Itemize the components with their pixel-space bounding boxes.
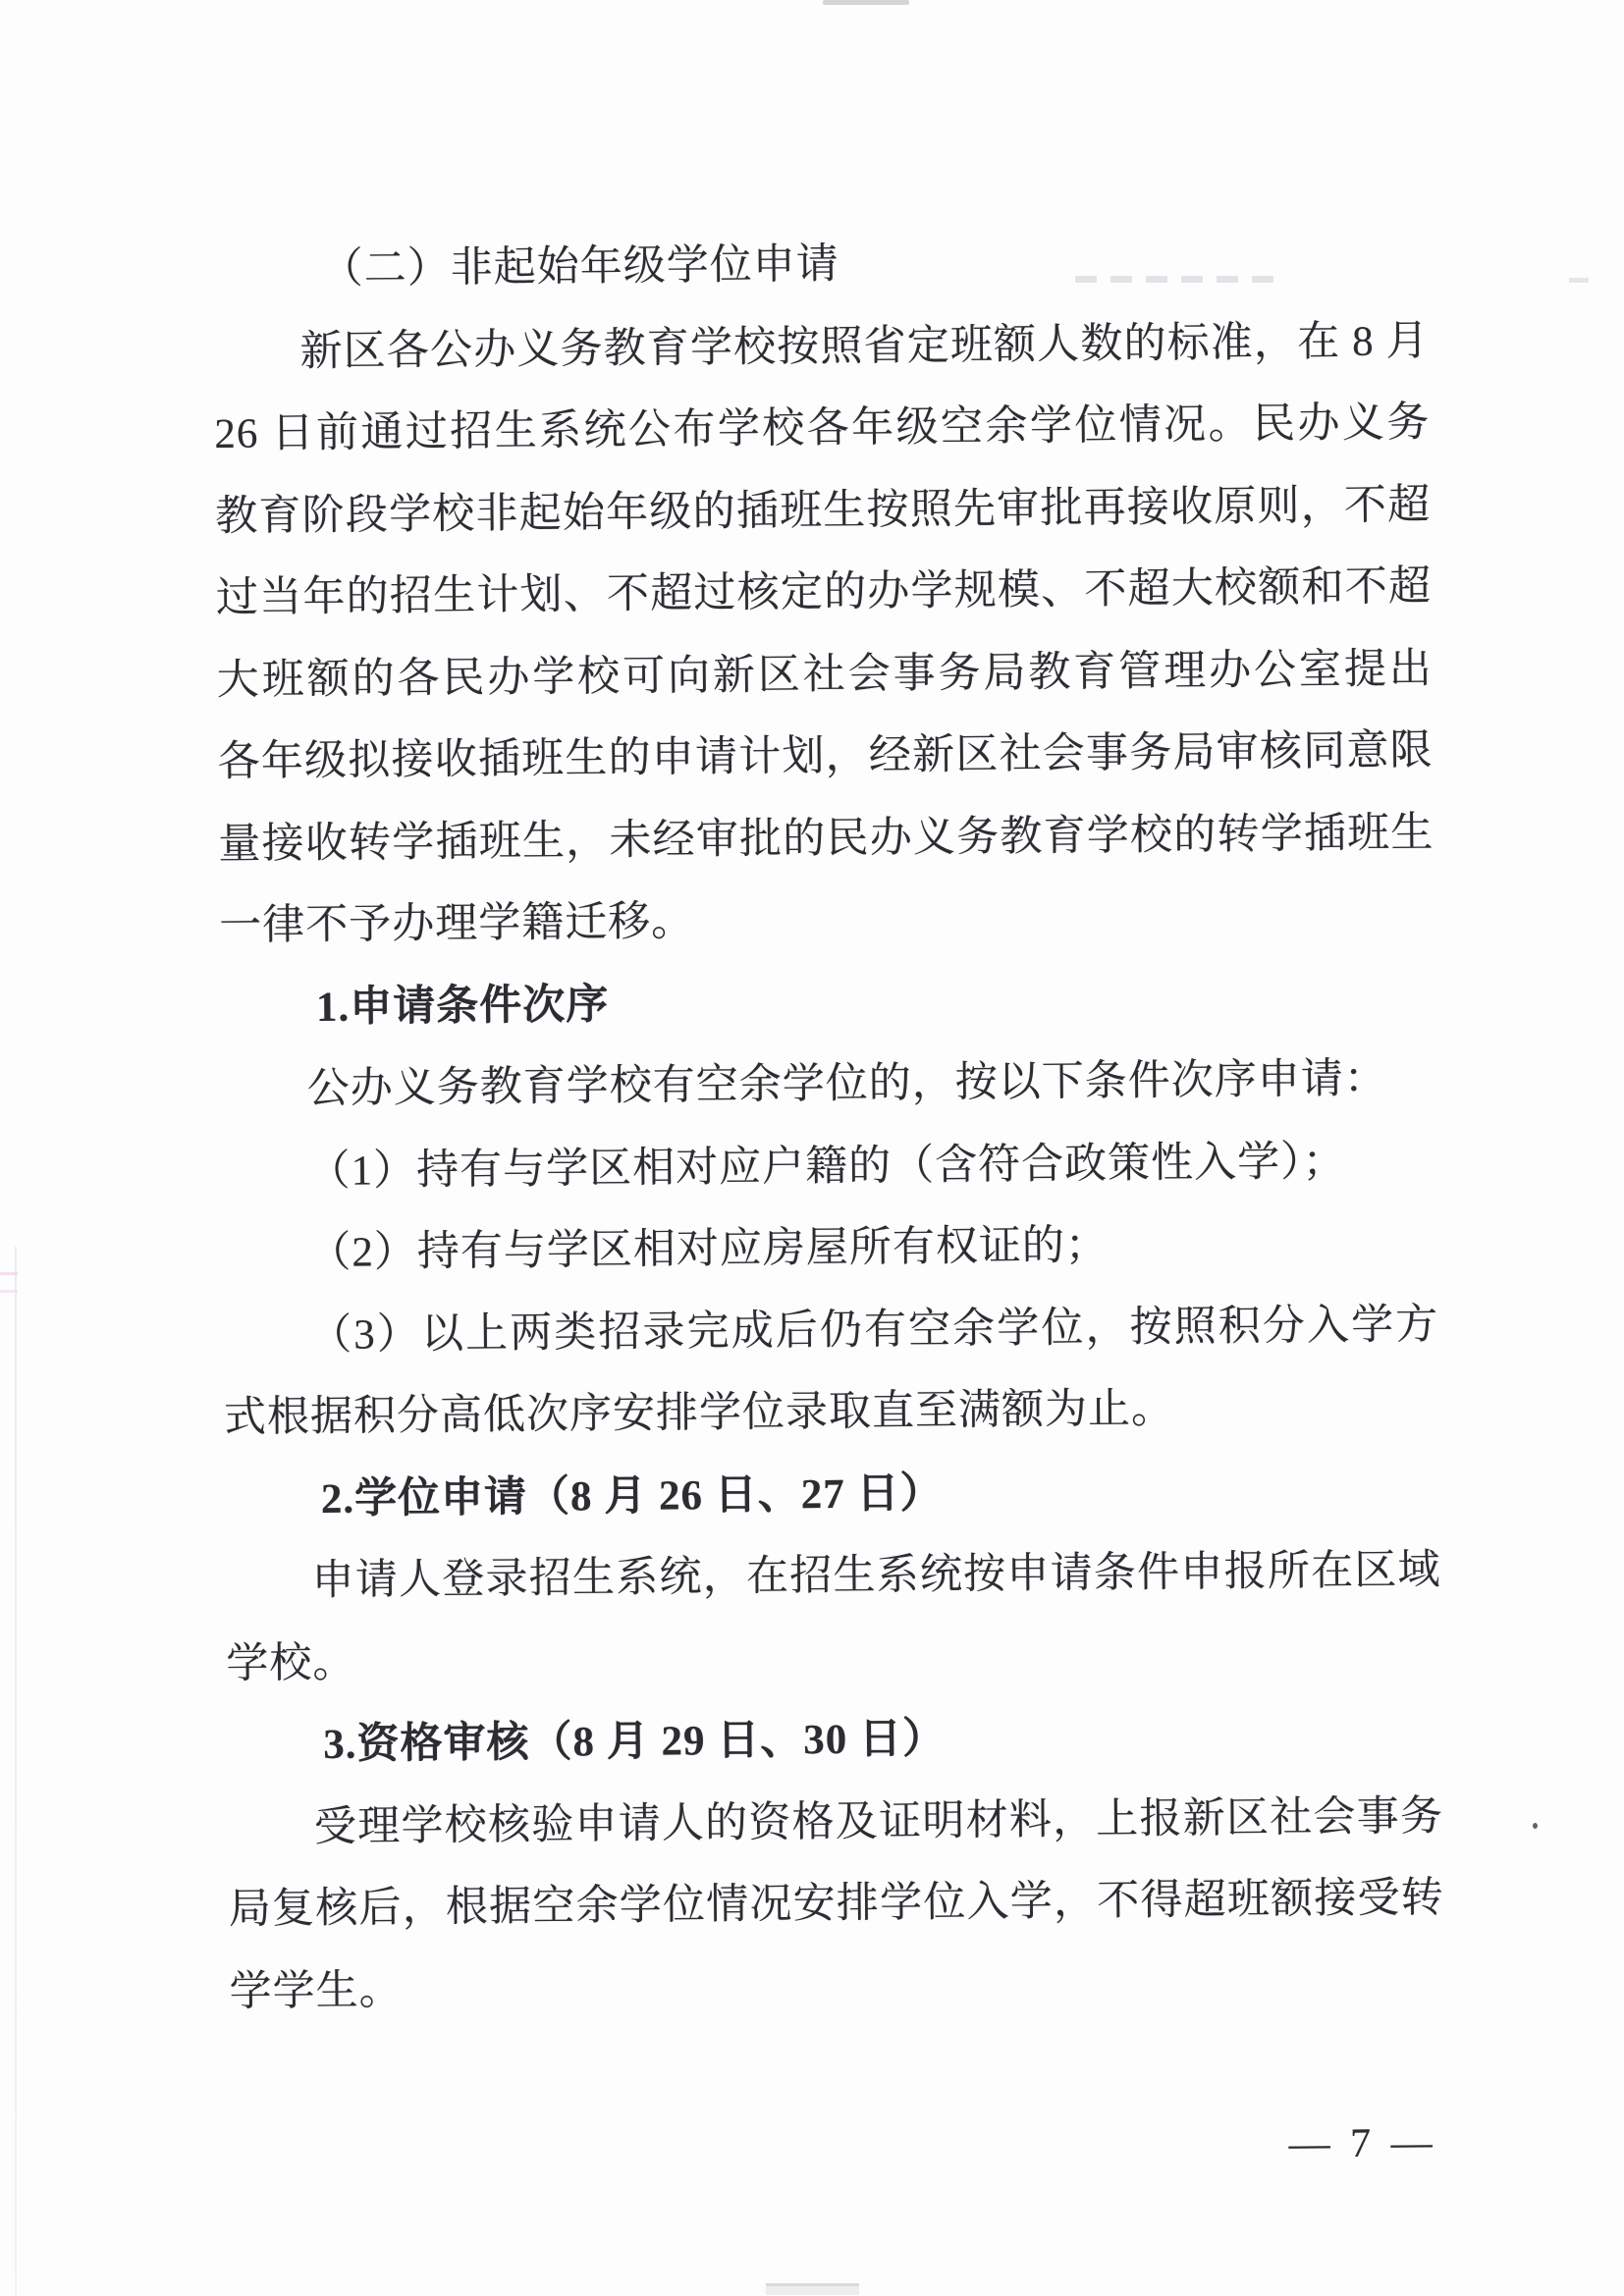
scan-artifact-bottom-smudge xyxy=(766,2283,859,2295)
scan-artifact-pink-mark-1 xyxy=(0,1272,18,1275)
subsection-heading: （二）非起始年级学位申请 xyxy=(320,240,839,293)
paragraph-line: 量接收转学插班生，未经审批的民办义务教育学校的转学插班生 xyxy=(218,809,1435,868)
paragraph-line: 学学生。 xyxy=(229,1966,403,2015)
paragraph-line: 新区各公办义务教育学校按照省定班额人数的标准，在 8 月 xyxy=(299,317,1430,375)
numbered-heading-3: 3.资格审核（8 月 29 日、30 日） xyxy=(322,1715,947,1768)
paragraph-line: 申请人登录招生系统，在招生系统按申请条件申报所在区域 xyxy=(311,1547,1441,1605)
page-number: — 7 — xyxy=(1288,2120,1437,2167)
paragraph-line: 学校。 xyxy=(226,1639,356,1687)
paragraph-line: 大班额的各民办学校可向新区社会事务局教育管理办公室提出 xyxy=(216,645,1433,704)
paragraph-line: 局复核后，根据空余学位情况安排学位入学，不得超班额接受转 xyxy=(228,1875,1444,1933)
paragraph-line: 一律不予办理学籍迁移。 xyxy=(218,898,695,949)
scan-smudge-heading-right xyxy=(1569,278,1589,283)
list-item-1: （1）持有与学区相对应户籍的（含符合政策性入学）； xyxy=(307,1138,1346,1195)
paragraph-line: 26 日前通过招生系统公布学校各年级空余学位情况。民办义务 xyxy=(214,400,1431,457)
paragraph-line: 过当年的招生计划、不超过核定的办学规模、不超大校额和不超 xyxy=(215,563,1433,621)
numbered-heading-2: 2.学位申请（8 月 26 日、27 日） xyxy=(320,1469,944,1522)
paragraph-line: 教育阶段学校非起始年级的插班生按照先审批再接收原则，不超 xyxy=(214,481,1432,540)
numbered-heading-1: 1.申请条件次序 xyxy=(315,981,610,1031)
paragraph-line: 受理学校核验申请人的资格及证明材料，上报新区社会事务 xyxy=(313,1792,1444,1850)
scan-artifact-top-bar xyxy=(823,0,909,5)
paragraph-line: 公办义务教育学校有空余学位的，按以下条件次序申请： xyxy=(306,1055,1387,1113)
scan-artifact-ink-dot xyxy=(1533,1823,1538,1829)
scan-artifact-left-edge-line xyxy=(15,1247,17,2296)
paragraph-line: 各年级拟接收插班生的申请计划，经新区社会事务局审核同意限 xyxy=(217,727,1434,785)
list-item-2: （2）持有与学区相对应房屋所有权证的； xyxy=(308,1222,1110,1277)
scan-artifact-pink-mark-2 xyxy=(0,1290,18,1293)
paragraph-line: 式根据积分高低次序安排学位录取直至满额为止。 xyxy=(223,1385,1175,1441)
list-item-3: （3）以上两类招录完成后仍有空余学位，按照积分入学方 xyxy=(308,1301,1439,1359)
document-text-block xyxy=(212,218,1446,2193)
